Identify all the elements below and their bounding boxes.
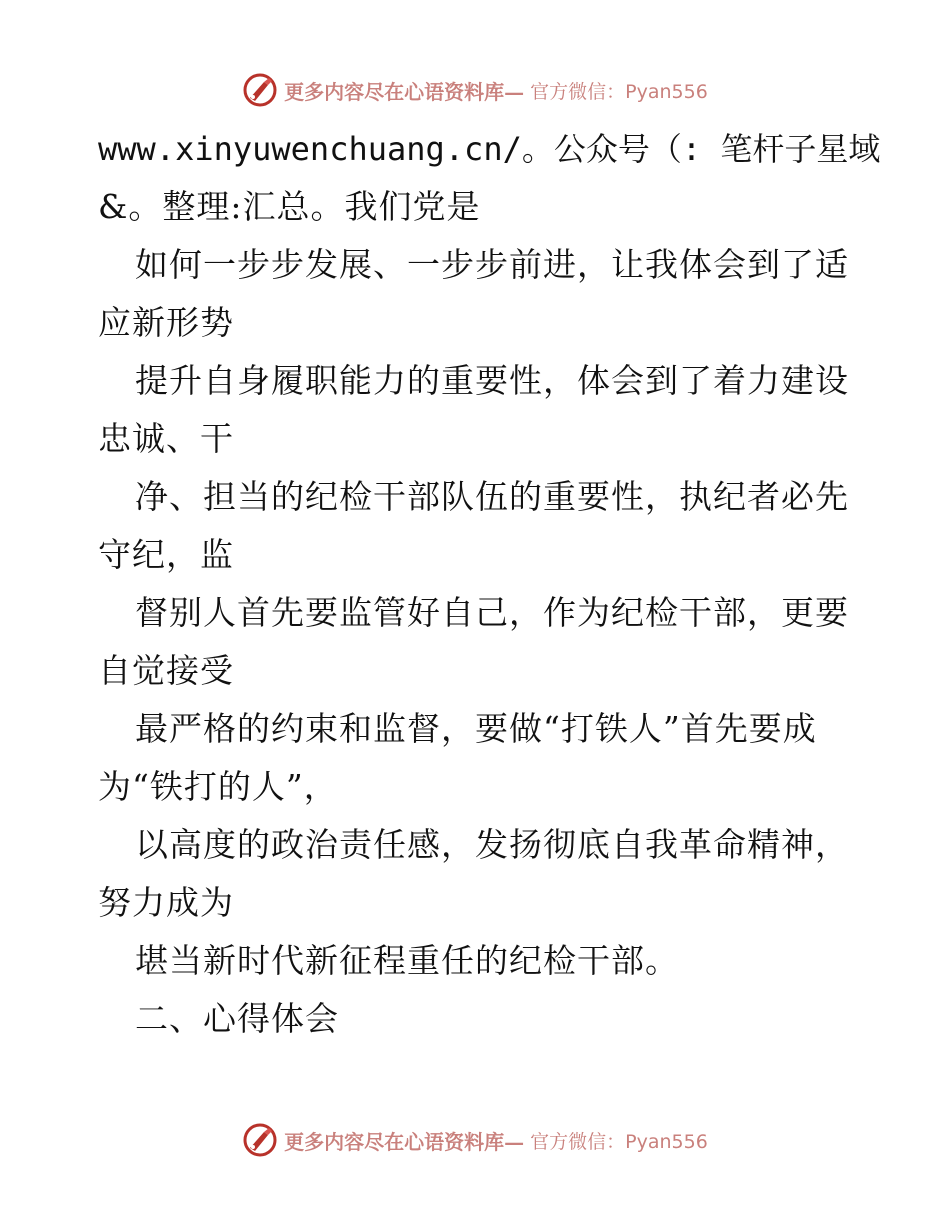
text-line: 督别人首先要监管好自己，作为纪检干部，更要 — [135, 593, 849, 632]
text-line: 为“铁打的人”， — [98, 767, 338, 806]
text-line: 净、担当的纪检干部队伍的重要性，执纪者必先 — [135, 477, 849, 516]
document-body — [98, 120, 881, 1048]
text-line: www.xinyuwenchuang.cn/。公众号（: 笔杆子星域 — [98, 130, 881, 168]
text-line: 应新形势 — [98, 303, 234, 342]
text-line: 提升自身履职能力的重要性，体会到了着力建设 — [135, 361, 849, 400]
pen-logo-icon — [242, 72, 278, 108]
text-line: 堪当新时代新征程重任的纪检干部。 — [135, 941, 679, 980]
banner-promo-text: 更多内容尽在心语资料库— — [284, 1129, 525, 1154]
text-line: &。整理:汇总。我们党是 — [98, 187, 481, 226]
header-banner — [0, 70, 950, 110]
banner-promo-text: 更多内容尽在心语资料库— — [284, 79, 525, 104]
text-line: 以高度的政治责任感，发扬彻底自我革命精神， — [135, 825, 849, 864]
text-line: 忠诚、干 — [98, 419, 234, 458]
text-line: 自觉接受 — [98, 651, 234, 690]
text-line: 如何一步步发展、一步步前进，让我体会到了适 — [135, 245, 849, 284]
banner-contact-text: 官方微信：Pyan556 — [530, 1130, 708, 1153]
text-line: 守纪，监 — [98, 535, 234, 574]
footer-banner — [0, 1120, 950, 1160]
pen-logo-icon — [242, 1122, 278, 1158]
section-heading: 二、心得体会 — [135, 999, 339, 1038]
text-line: 努力成为 — [98, 883, 234, 922]
banner-contact-text: 官方微信：Pyan556 — [530, 80, 708, 103]
text-line: 最严格的约束和监督，要做“打铁人”首先要成 — [135, 709, 817, 748]
